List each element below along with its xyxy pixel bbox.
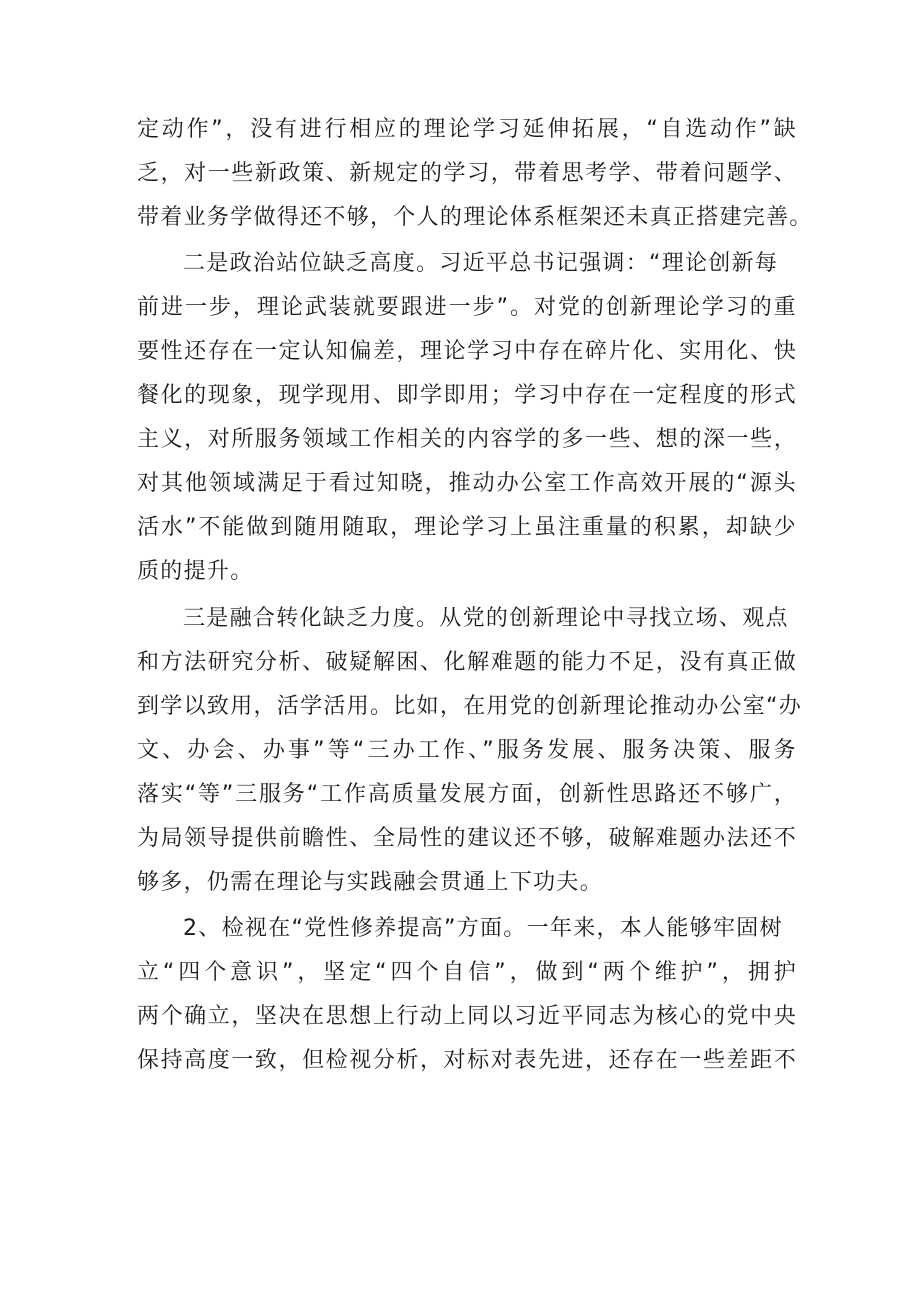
paragraph-line: 到学以致用，活学活用。比如，在用党的创新理论推动办公室“办: [137, 694, 803, 719]
paragraph-line: 定动作”，没有进行相应的理论学习延伸拓展，“自选动作”缺: [137, 117, 797, 142]
paragraph-line: 为局领导提供前瞻性、全局性的建议还不够，破解难题办法还不: [137, 826, 797, 851]
paragraph-line: 要性还存在一定认知偏差，理论学习中存在碎片化、实用化、快: [137, 339, 797, 364]
paragraph-line: 乏，对一些新政策、新规定的学习，带着思考学、带着问题学、: [137, 161, 797, 186]
paragraph-line: 落实“等”三服务“工作高质量发展方面，创新性思路还不够广，: [137, 782, 797, 807]
paragraph-line: 活水”不能做到随用随取，理论学习上虽注重量的积累，却缺少: [137, 515, 797, 540]
paragraph-line: 前进一步，理论武装就要跟进一步”。对党的创新理论学习的重: [137, 295, 797, 320]
paragraph-line: 和方法研究分析、破疑解困、化解难题的能力不足，没有真正做: [137, 650, 797, 675]
paragraph-line: 保持高度一致，但检视分析，对标对表先进，还存在一些差距不: [137, 1048, 797, 1073]
paragraph-line: 带着业务学做得还不够，个人的理论体系框架还未真正搭建完善。: [137, 205, 813, 230]
paragraph-line: 质的提升。: [137, 559, 254, 584]
paragraph-line: 文、办会、办事”等“三办工作、”服务发展、服务决策、服务: [137, 738, 797, 763]
paragraph-line: 2、检视在“党性修养提高”方面。一年来，本人能够牢固树: [183, 916, 783, 941]
paragraph-line: 两个确立，坚决在思想上行动上同以习近平同志为核心的党中央: [137, 1004, 797, 1029]
paragraph-line: 立“四个意识”，坚定“四个自信”，做到“两个维护”，拥护: [137, 960, 797, 985]
paragraph-line: 三是融合转化缺乏力度。从党的创新理论中寻找立场、观点: [183, 606, 789, 631]
paragraph-line: 对其他领域满足于看过知晓，推动办公室工作高效开展的“源头: [137, 471, 797, 496]
paragraph-line: 二是政治站位缺乏高度。习近平总书记强调：“理论创新每: [183, 251, 779, 276]
paragraph-line: 主义，对所服务领域工作相关的内容学的多一些、想的深一些，: [137, 427, 797, 452]
paragraph-line: 餐化的现象，现学现用、即学即用；学习中存在一定程度的形式: [137, 383, 797, 408]
paragraph-line: 够多，仍需在理论与实践融会贯通上下功夫。: [137, 870, 604, 895]
